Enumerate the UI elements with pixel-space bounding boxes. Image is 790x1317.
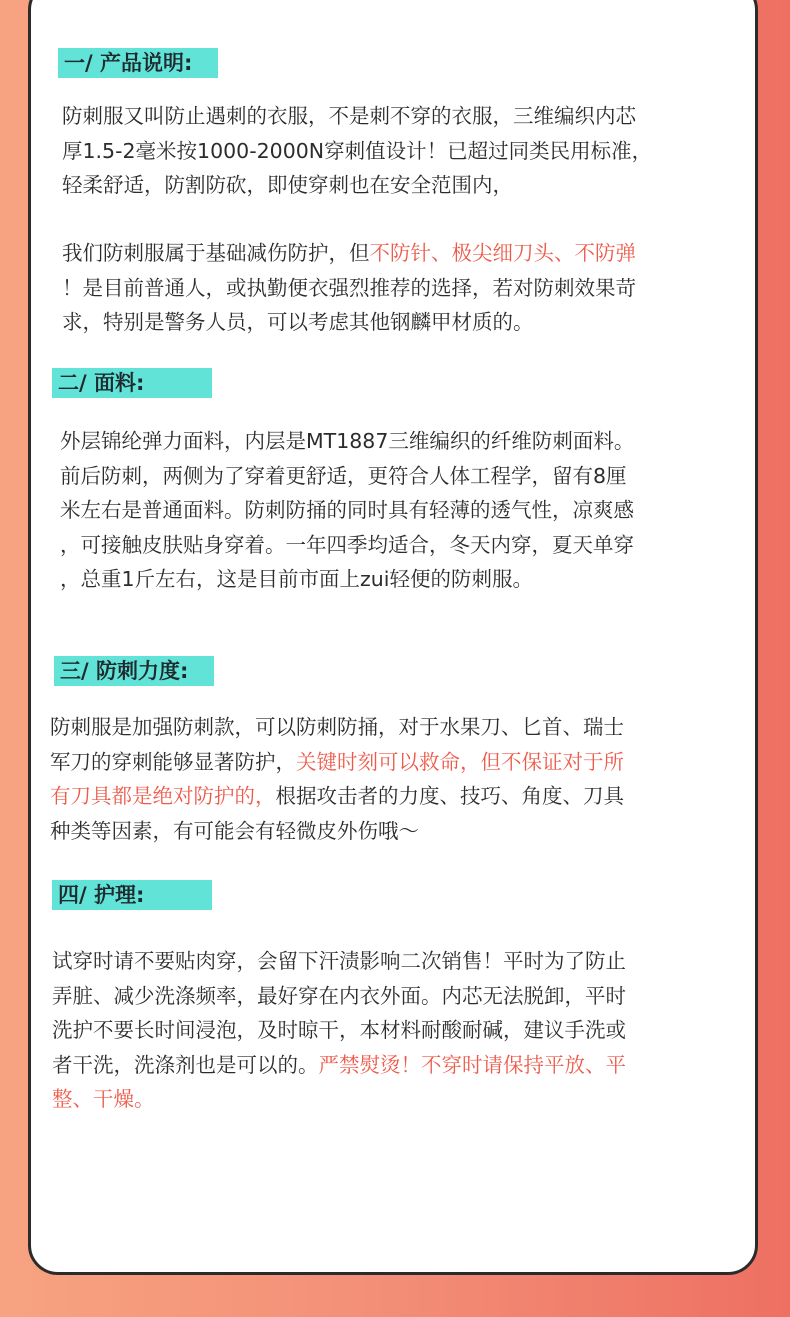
highlighted-text: 有刀具都是绝对防护的， xyxy=(50,784,276,808)
text-run: 轻柔舒适，防割防砍，即使穿刺也在安全范围内， xyxy=(62,173,513,197)
text-run: 米左右是普通面料。防刺防捅的同时具有轻薄的透气性，凉爽感 xyxy=(60,498,634,522)
text-line xyxy=(60,459,634,494)
text-line xyxy=(52,979,626,1014)
text-run: 前后防刺，两侧为了穿着更舒适，更符合人体工程学，留有8厘 xyxy=(60,463,627,488)
text-line xyxy=(62,305,636,340)
highlighted-text: 不防针、极尖细刀头、不防弹 xyxy=(369,241,636,265)
text-line xyxy=(62,236,636,271)
text-run: 弄脏、减少洗涤频率，最好穿在内衣外面。内芯无法脱卸，平时 xyxy=(52,983,626,1008)
text-run: 防刺服又叫防止遇刺的衣服，不是刺不穿的衣服，三维编织内芯 xyxy=(62,104,636,128)
highlighted-text: 整、干燥。 xyxy=(52,1087,155,1111)
text-line xyxy=(62,99,652,134)
text-run: 外层锦纶弹力面料，内层是MT1887三维编织的纤维防刺面料。 xyxy=(60,429,635,453)
text-line xyxy=(62,271,636,306)
text-run: 军刀的穿刺能够显著防护， xyxy=(50,749,296,774)
text-line xyxy=(52,944,626,979)
text-line xyxy=(62,168,652,203)
text-run: ，总重1斤左右，这是目前市面上zui轻便的防刺服。 xyxy=(60,567,533,591)
text-run: 洗护不要长时间浸泡，及时晾干，本材料耐酸耐碱，建议手洗或 xyxy=(52,1018,626,1042)
text-line xyxy=(60,424,634,459)
text-run: 者干洗，洗涤剂也是可以的。 xyxy=(52,1052,319,1077)
text-run: 我们防刺服属于基础减伤防护，但 xyxy=(62,241,370,265)
text-run: 防刺服是加强防刺款，可以防刺防捅，对于水果刀、匕首、瑞士 xyxy=(50,715,624,739)
section-1-paragraph-2 xyxy=(62,236,636,340)
text-run: 厚1.5-2毫米按1000-2000N穿刺值设计！已超过同类民用标准， xyxy=(62,138,653,163)
text-run: 种类等因素，有可能会有轻微皮外伤哦～ xyxy=(50,818,419,843)
section-title-fabric: 二/ 面料: xyxy=(52,368,212,398)
text-line xyxy=(60,562,634,597)
text-line xyxy=(52,1048,626,1083)
text-line xyxy=(62,134,652,169)
text-line xyxy=(50,779,624,814)
text-run: 试穿时请不要贴肉穿，会留下汗渍影响二次销售！平时为了防止 xyxy=(52,949,626,973)
text-line xyxy=(60,528,634,563)
text-run: ！是目前普通人，或执勤便衣强烈推荐的选择，若对防刺效果苛 xyxy=(62,275,636,300)
text-run: 求，特别是警务人员，可以考虑其他钢麟甲材质的。 xyxy=(62,310,534,334)
section-title-product-description: 一/ 产品说明: xyxy=(58,48,218,78)
text-line xyxy=(52,1082,626,1117)
highlighted-text: 关键时刻可以救命，但不保证对于所 xyxy=(296,749,624,774)
text-line xyxy=(52,1013,626,1048)
section-title-care: 四/ 护理: xyxy=(52,880,212,910)
text-line xyxy=(60,493,634,528)
highlighted-text: 严禁熨烫！不穿时请保持平放、平 xyxy=(318,1052,626,1077)
section-1-paragraph-1 xyxy=(62,99,652,203)
section-title-stab-strength: 三/ 防刺力度: xyxy=(54,656,214,686)
text-line xyxy=(50,745,624,780)
text-line xyxy=(50,710,624,745)
text-run: 根据攻击者的力度、技巧、角度、刀具 xyxy=(275,784,624,808)
text-run: ，可接触皮肤贴身穿着。一年四季均适合，冬天内穿，夏天单穿 xyxy=(60,532,634,557)
text-line xyxy=(50,814,624,849)
section-4-paragraph xyxy=(52,944,626,1117)
section-3-paragraph xyxy=(50,710,624,848)
section-2-paragraph xyxy=(60,424,634,597)
